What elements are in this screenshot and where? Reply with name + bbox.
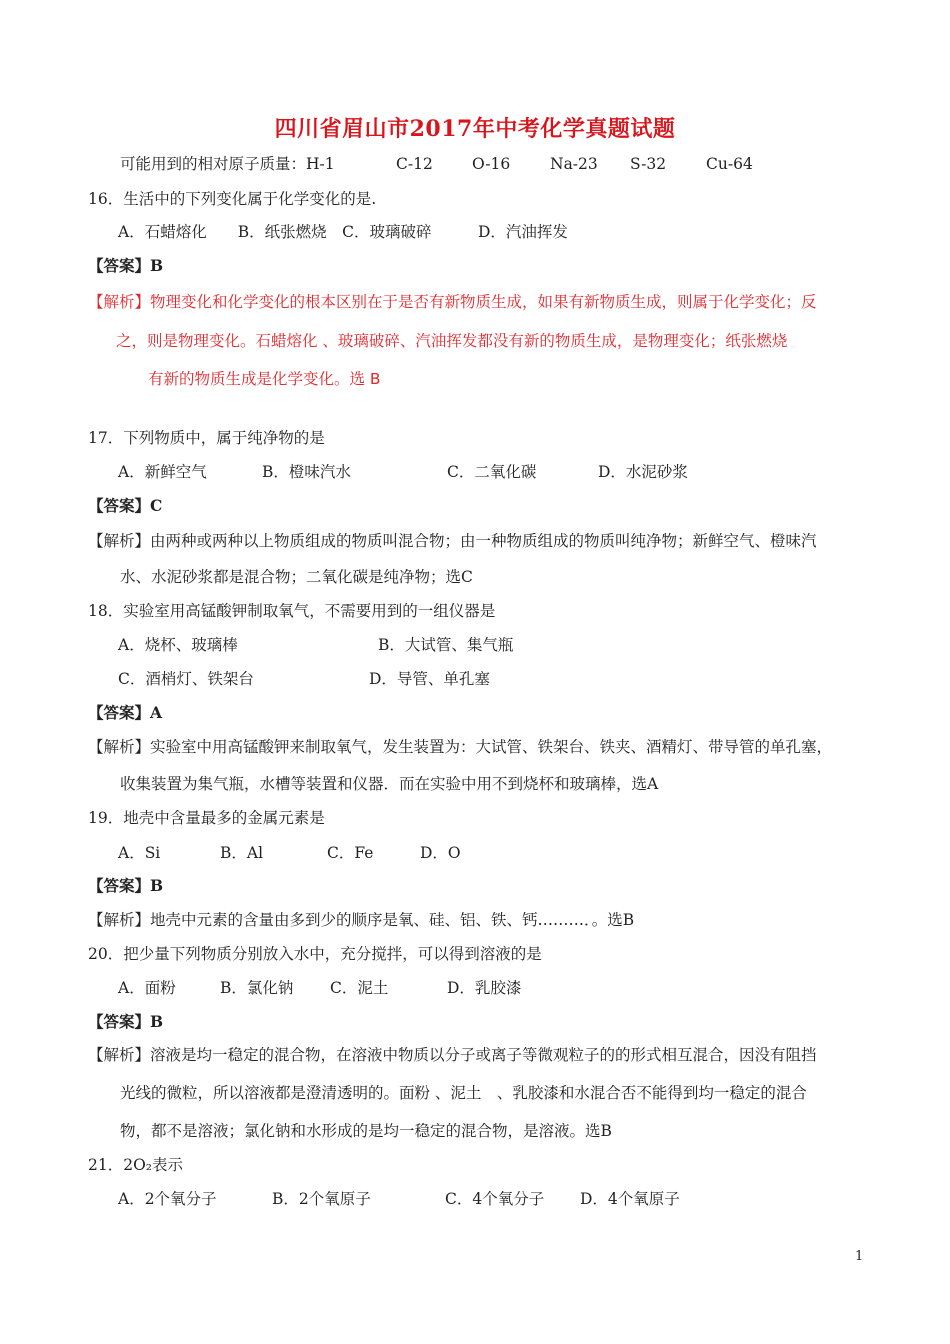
q19-option-a: A．Si — [118, 844, 161, 862]
q17-option-b: B．橙味汽水 — [262, 463, 351, 481]
q21-option-c: C．4个氧分子 — [445, 1190, 545, 1208]
q19-option-c: C．Fe — [327, 844, 374, 862]
q18-option-d: D．导管、单孔塞 — [369, 670, 490, 688]
q17-analysis-1: 【解析】由两种或两种以上物质组成的物质叫混合物；由一种物质组成的物质叫纯净物；新鲜空气、橙味汽 — [88, 532, 817, 550]
q19-option-b: B．Al — [220, 844, 264, 862]
q20-analysis-1: 【解析】溶液是均一稳定的混合物，在溶液中物质以分子或离子等微观粒子的的形式相互混合，因没有阻挡 — [88, 1046, 817, 1064]
q18-option-b: B．大试管、集气瓶 — [378, 636, 514, 654]
q19-answer: 【答案】B — [88, 876, 164, 895]
q18-stem: 18．实验室用高锰酸钾制取氧气，不需要用到的一组仪器是 — [88, 602, 496, 620]
q21-option-a: A．2个氧分子 — [118, 1190, 217, 1208]
q16-analysis-1: 【解析】物理变化和化学变化的根本区别在于是否有新物质生成，如果有新物质生成，则属于化学变化；反 — [88, 293, 817, 311]
q16-options: A．石蜡熔化 B．纸张燃烧 C．玻璃破碎 D．汽油挥发 — [118, 223, 568, 241]
q19-stem: 19．地壳中含量最多的金属元素是 — [88, 809, 325, 827]
q21-stem: 21．2O₂表示 — [88, 1156, 184, 1174]
q21-option-b: B．2个氧原子 — [272, 1190, 371, 1208]
q18-option-a: A．烧杯、玻璃棒 — [118, 636, 238, 654]
q20-option-d: D．乳胶漆 — [447, 979, 522, 997]
q17-option-d: D．水泥砂浆 — [598, 463, 688, 481]
page-title: 四川省眉山市2017年中考化学真题试题 — [274, 116, 676, 142]
q20-analysis-2: 光线的微粒，所以溶液都是澄清透明的。面粉 、泥土 、乳胶漆和水混合否不能得到均一稳定的混合 — [120, 1084, 807, 1102]
q18-option-c: C．酒梢灯、铁架台 — [118, 670, 254, 688]
q20-option-b: B．氯化钠 — [220, 979, 294, 997]
q16-analysis-3: 有新的物质生成是化学变化。选 B — [148, 370, 381, 388]
mass-na: Na-23 — [550, 155, 598, 173]
mass-cu: Cu-64 — [706, 155, 753, 173]
q17-answer: 【答案】C — [88, 496, 163, 515]
q20-analysis-3: 物，都不是溶液；氯化钠和水形成的是均一稳定的混合物，是溶液。选B — [120, 1122, 612, 1140]
q20-option-c: C．泥土 — [330, 979, 389, 997]
q16-stem: 16．生活中的下列变化属于化学变化的是. — [88, 190, 377, 208]
q18-answer: 【答案】A — [88, 703, 163, 722]
mass-o: O-16 — [472, 155, 511, 173]
atomic-masses — [120, 154, 820, 174]
q18-analysis-2: 收集装置为集气瓶，水槽等装置和仪器．而在实验中用不到烧杯和玻璃棒，选A — [120, 775, 659, 793]
q19-analysis-1: 【解析】地壳中元素的含量由多到少的顺序是氧、硅、铝、铁、钙………．。选B — [88, 911, 635, 929]
q20-stem: 20．把少量下列物质分别放入水中，充分搅拌，可以得到溶液的是 — [88, 945, 542, 963]
q16-answer: 【答案】B — [88, 256, 164, 275]
q17-option-a: A．新鲜空气 — [118, 463, 207, 481]
q17-stem: 17．下列物质中，属于纯净物的是 — [88, 429, 325, 447]
q16-analysis-2: 之，则是物理变化。石蜡熔化 、玻璃破碎、汽油挥发都没有新的物质生成，是物理变化；纸张燃烧 — [116, 332, 788, 350]
q20-answer: 【答案】B — [88, 1012, 164, 1031]
page-number: 1 — [855, 1249, 864, 1264]
q21-option-d: D．4个氧原子 — [580, 1190, 680, 1208]
atomic-masses-label: 可能用到的相对原子质量：H-1 — [120, 155, 335, 173]
q19-option-d: D．O — [420, 844, 461, 862]
mass-s: S-32 — [630, 155, 667, 173]
mass-c: C-12 — [396, 155, 433, 173]
q17-option-c: C．二氧化碳 — [447, 463, 537, 481]
q18-analysis-1: 【解析】实验室中用高锰酸钾来制取氧气，发生装置为：大试管、铁架台、铁夹、酒精灯、带导管的单孔塞， — [88, 738, 833, 756]
q20-option-a: A．面粉 — [118, 979, 176, 997]
q17-analysis-2: 水、水泥砂浆都是混合物；二氧化碳是纯净物；选C — [120, 568, 473, 586]
